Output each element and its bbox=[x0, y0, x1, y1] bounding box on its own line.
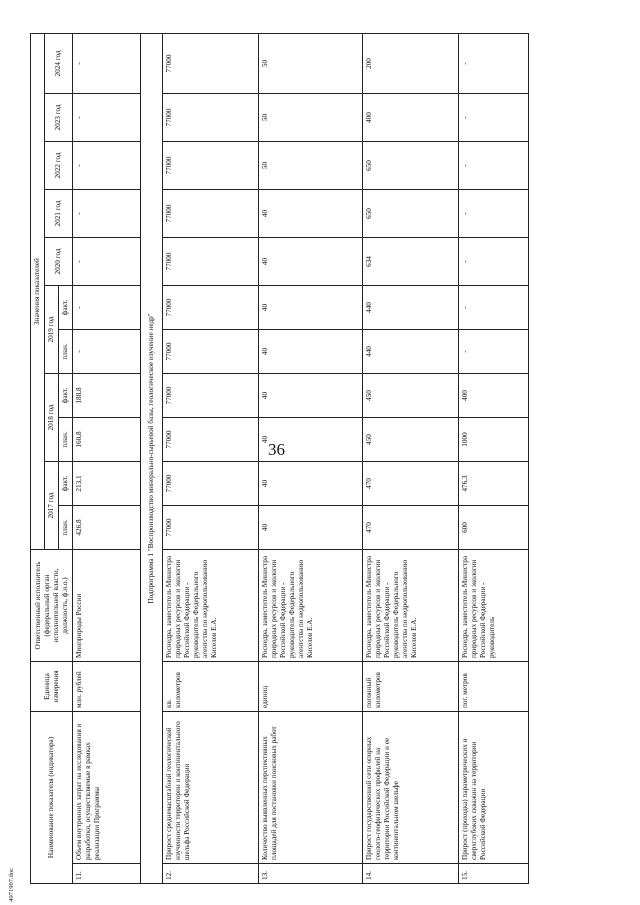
subprogram-title: Подпрограмма 1 "Воспроизводство минерально-сырьевой базы, геологическое изучение недр" bbox=[141, 33, 163, 883]
value-2019-fact: 40 bbox=[259, 286, 363, 330]
table-row bbox=[163, 33, 259, 883]
value-2019-fact: 77000 bbox=[163, 286, 259, 330]
row-executor: Роснедра, заместитель Министра природных ресурсов и экологии Российской Федерации - руководитель bbox=[459, 550, 529, 662]
value-2023: 50 bbox=[259, 94, 363, 142]
table-row bbox=[73, 33, 141, 883]
header-2019-plan: план. bbox=[59, 330, 73, 374]
row-executor: Роснедра, заместитель Министра природных ресурсов и экологии Российской Федерации - руководитель Федерального агентства по недропользованию Киселев Е.А. bbox=[259, 550, 363, 662]
table-row bbox=[459, 33, 529, 883]
value-2020: 40 bbox=[259, 238, 363, 286]
value-2017-plan: 600 bbox=[459, 506, 529, 550]
header-2024: 2024 год bbox=[45, 33, 73, 93]
value-2023: - bbox=[73, 94, 141, 142]
row-executor: Роснедра, заместитель Министра природных ресурсов и экологии Российской Федерации - руководитель Федерального агентства по недропользованию Киселев Е.А. bbox=[163, 550, 259, 662]
value-2024: 200 bbox=[363, 33, 459, 93]
header-unit: Единица измерения bbox=[31, 662, 73, 712]
footer-filename: 4971907.doc bbox=[8, 868, 15, 902]
header-2021: 2021 год bbox=[45, 190, 73, 238]
value-2017-fact: 40 bbox=[259, 462, 363, 506]
header-2020: 2020 год bbox=[45, 238, 73, 286]
value-2018-plan: 40 bbox=[259, 418, 363, 462]
header-row-1 bbox=[31, 33, 45, 883]
value-2023: 77000 bbox=[163, 94, 259, 142]
header-2018: 2018 год bbox=[45, 374, 59, 462]
value-2022: 50 bbox=[259, 142, 363, 190]
value-2018-fact: 188,8 bbox=[73, 374, 141, 418]
value-2019-plan: - bbox=[459, 330, 529, 374]
indicators-table bbox=[30, 33, 529, 884]
value-2020: 77000 bbox=[163, 238, 259, 286]
value-2019-plan: 77000 bbox=[163, 330, 259, 374]
value-2023: 400 bbox=[363, 94, 459, 142]
row-unit: погонный километров bbox=[363, 662, 459, 712]
table-row bbox=[363, 33, 459, 883]
value-2020: - bbox=[73, 238, 141, 286]
value-2018-fact: 400 bbox=[459, 374, 529, 418]
value-2019-plan: 40 bbox=[259, 330, 363, 374]
header-2019: 2019 год bbox=[45, 286, 59, 374]
row-index: 11. bbox=[73, 864, 141, 884]
header-2023: 2023 год bbox=[45, 94, 73, 142]
row-name: Объем внутренних затрат на исследования и разработки, осуществляемые в рамках реализации Программы bbox=[73, 712, 141, 864]
header-2017-fact: факт. bbox=[59, 462, 73, 506]
page-number: 36 bbox=[268, 440, 285, 459]
table-row bbox=[259, 33, 363, 883]
value-2022: 650 bbox=[363, 142, 459, 190]
value-2018-plan: 77000 bbox=[163, 418, 259, 462]
row-unit: пог. метров bbox=[459, 662, 529, 712]
value-2021: - bbox=[459, 190, 529, 238]
header-2018-plan: план. bbox=[59, 418, 73, 462]
value-2017-plan: 426,8 bbox=[73, 506, 141, 550]
header-values: Значения показателей bbox=[31, 33, 45, 549]
value-2022: 77000 bbox=[163, 142, 259, 190]
value-2018-plan: 160,8 bbox=[73, 418, 141, 462]
value-2017-plan: 77000 bbox=[163, 506, 259, 550]
value-2017-fact: 77000 bbox=[163, 462, 259, 506]
row-executor: Роснедра, заместитель Министра природных ресурсов и экологии Российской Федерации - руководитель Федерального агентства по недропользованию Киселев Е.А. bbox=[363, 550, 459, 662]
header-2019-fact: факт. bbox=[59, 286, 73, 330]
value-2018-plan: 450 bbox=[363, 418, 459, 462]
rotated-table-container bbox=[30, 34, 630, 884]
value-2019-fact: - bbox=[73, 286, 141, 330]
row-unit: единиц bbox=[259, 662, 363, 712]
row-unit: кв. километров bbox=[163, 662, 259, 712]
value-2021: - bbox=[73, 190, 141, 238]
row-executor: Минприроды России bbox=[73, 550, 141, 662]
value-2017-fact: 213,1 bbox=[73, 462, 141, 506]
header-2022: 2022 год bbox=[45, 142, 73, 190]
value-2017-fact: 470 bbox=[363, 462, 459, 506]
value-2019-fact: 440 bbox=[363, 286, 459, 330]
value-2021: 40 bbox=[259, 190, 363, 238]
value-2019-plan: - bbox=[73, 330, 141, 374]
value-2022: - bbox=[73, 142, 141, 190]
value-2018-fact: 450 bbox=[363, 374, 459, 418]
value-2024: - bbox=[73, 33, 141, 93]
value-2021: 77000 bbox=[163, 190, 259, 238]
row-name: Количество выявленных перспективных площадей для постановки поисковых работ bbox=[259, 712, 363, 864]
row-unit: млн. рублей bbox=[73, 662, 141, 712]
value-2023: - bbox=[459, 94, 529, 142]
value-2021: 650 bbox=[363, 190, 459, 238]
value-2024: - bbox=[459, 33, 529, 93]
row-name: Прирост среднемасштабной геологической изученности территории и континентального шельфа Российской Федерации bbox=[163, 712, 259, 864]
value-2017-plan: 40 bbox=[259, 506, 363, 550]
header-executor: Ответственный исполнитель (федеральный орган исполнительной власти, должность, ф.и.о.) bbox=[31, 550, 73, 662]
subprogram-row bbox=[141, 33, 163, 883]
row-index: 12. bbox=[163, 864, 259, 884]
value-2017-plan: 470 bbox=[363, 506, 459, 550]
value-2018-plan: 1000 bbox=[459, 418, 529, 462]
header-2017: 2017 год bbox=[45, 462, 59, 550]
value-2020: 634 bbox=[363, 238, 459, 286]
value-2019-plan: 440 bbox=[363, 330, 459, 374]
row-index: 14. bbox=[363, 864, 459, 884]
value-2018-fact: 40 bbox=[259, 374, 363, 418]
value-2020: - bbox=[459, 238, 529, 286]
value-2024: 50 bbox=[259, 33, 363, 93]
header-2018-fact: факт. bbox=[59, 374, 73, 418]
row-index: 15. bbox=[459, 864, 529, 884]
value-2022: - bbox=[459, 142, 529, 190]
value-2024: 77000 bbox=[163, 33, 259, 93]
row-index: 13. bbox=[259, 864, 363, 884]
value-2017-fact: 476,3 bbox=[459, 462, 529, 506]
value-2018-fact: 77000 bbox=[163, 374, 259, 418]
header-2017-plan: план. bbox=[59, 506, 73, 550]
row-name: Прирост (проходка) параметрических и сверхглубоких скважин на территории Российской Федерации bbox=[459, 712, 529, 864]
header-name: Наименование показателя (индикатора) bbox=[31, 712, 73, 884]
value-2019-fact: - bbox=[459, 286, 529, 330]
row-name: Прирост государственной сети опорных геолого-геофизических профилей на территории Российской Федерации и ее континентальном шельфе bbox=[363, 712, 459, 864]
